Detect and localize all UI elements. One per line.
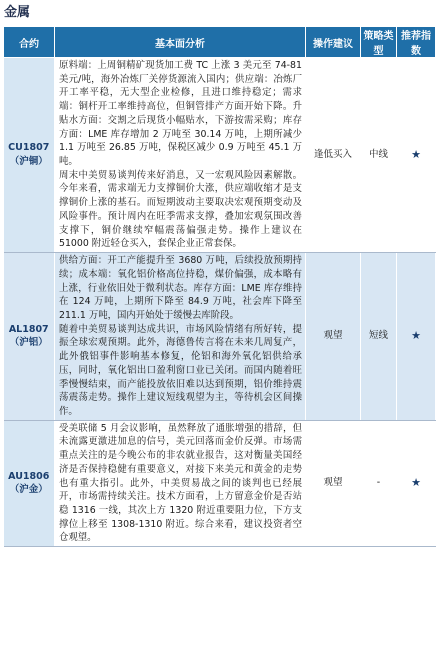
table-header-row — [4, 27, 436, 58]
contract-cell — [4, 253, 55, 421]
table-row — [4, 253, 436, 421]
rating-star-icon: ★ — [397, 58, 436, 253]
advice-cell: 逢低买入 — [306, 58, 361, 253]
contract-cell — [4, 58, 55, 253]
strategy-cell: - — [361, 420, 397, 546]
analysis-paragraph: 供给方面：开工产能提升至 3680 万吨，后续投放预期持续；成本端：氧化铝价格高位持稳，煤价偏强，成本略有上涨，行业依旧处于微利状态。库存方面：LME 库存维持在 124 万吨，上期所下降至 84.9 万吨，社会库下降至 211.1 万吨，国内开始处于缓慢去库阶段。 — [59, 255, 302, 321]
table-row — [4, 58, 436, 253]
header-contract: 合约 — [4, 27, 55, 58]
analysis-cell — [55, 58, 306, 253]
header-rating: 推荐指数 — [397, 27, 436, 58]
contract-code: AU1806 — [8, 470, 50, 482]
header-strategy: 策略类型 — [361, 27, 397, 58]
section-title: 金属 — [4, 5, 31, 20]
contract-code: CU1807 — [8, 142, 50, 154]
metals-strategy-table — [3, 26, 436, 547]
contract-name: （沪铝） — [9, 337, 48, 349]
rating-star-icon: ★ — [397, 253, 436, 421]
analysis-cell — [55, 420, 306, 546]
strategy-cell: 中线 — [361, 58, 397, 253]
strategy-cell: 短线 — [361, 253, 397, 421]
analysis-paragraph: 原料端：上周铜精矿现货加工费 TC 上涨 3 美元至 74-81 美元/吨，海外冶炼厂关停货源流入国内；供应端：冶炼厂开工率平稳，无大型企业检修，且进口维持稳定；需求端：铜杆开工率维持高位，但铜管排产方面开始下降。升贴水方面：交割之后现货小幅贴水，下游按需采购；库存方面：LME 库存增加 2 万吨至 30.14 万吨，上期所减少 1.1 万吨至 26.85 万吨，保税区减少 0.9 万吨至 45.1 万吨。 — [59, 60, 302, 168]
table-row — [4, 420, 436, 546]
contract-code: AL1807 — [8, 323, 49, 335]
analysis-paragraph: 受美联储 5 月会议影响，虽然释放了通胀增强的措辞，但未流露更激进加息的信号，美元回落而金价反弹。市场需重点关注的是今晚公布的非农就业报告，这对衡量美国经济是否保持稳健有重要意义，对接下来美元和黄金的走势也有重大指引。此外，中美贸易战之间的谈判也已经展开，市场需持续关注。技术方面看，上方留意金价是否站稳 1316 一线，其次上方 1320 附近重要阻力位，下方支撑位上移至 1308-1310 附近。综合来看，建议投资者空仓观望。 — [59, 422, 302, 544]
analysis-paragraph: 随着中美贸易谈判达成共识，市场风险情绪有所好转，提振全球宏观预期。此外，海德鲁传言将在未来几周复产，此外俄铝事件影响基本修复，伦铝和海外氧化铝供给承压，同时，氧化铝出口盈利窗口业已关闭。而国内随着旺季慢慢结束，而产能投放依旧难以达到预期，铝价维持震荡震荡走势。操作上建议短线观望为主，等待机会区间操作。 — [59, 323, 302, 417]
contract-name: （沪金） — [9, 484, 48, 496]
header-advice: 操作建议 — [306, 27, 361, 58]
header-analysis: 基本面分析 — [55, 27, 306, 58]
contract-cell — [4, 420, 55, 546]
rating-star-icon: ★ — [397, 420, 436, 546]
analysis-cell — [55, 253, 306, 421]
advice-cell: 观望 — [306, 253, 361, 421]
contract-name: （沪铜） — [9, 156, 48, 168]
analysis-paragraph: 周末中美贸易谈判传来好消息，又一宏观风险因素解散。今年来看，需求端无力支撑铜价大涨，供应端收缩才是支撑铜价上涨的基石。而短期波动主要取决宏观预期变动及风险事件。预计周内在旺季需求支撑，叠加宏观氛围改善支撑下，铜价继续窄幅震荡偏强走势。操作上建议在 51000 附近轻仓买入，套保企业正常套保。 — [59, 169, 302, 250]
advice-cell: 观望 — [306, 420, 361, 546]
